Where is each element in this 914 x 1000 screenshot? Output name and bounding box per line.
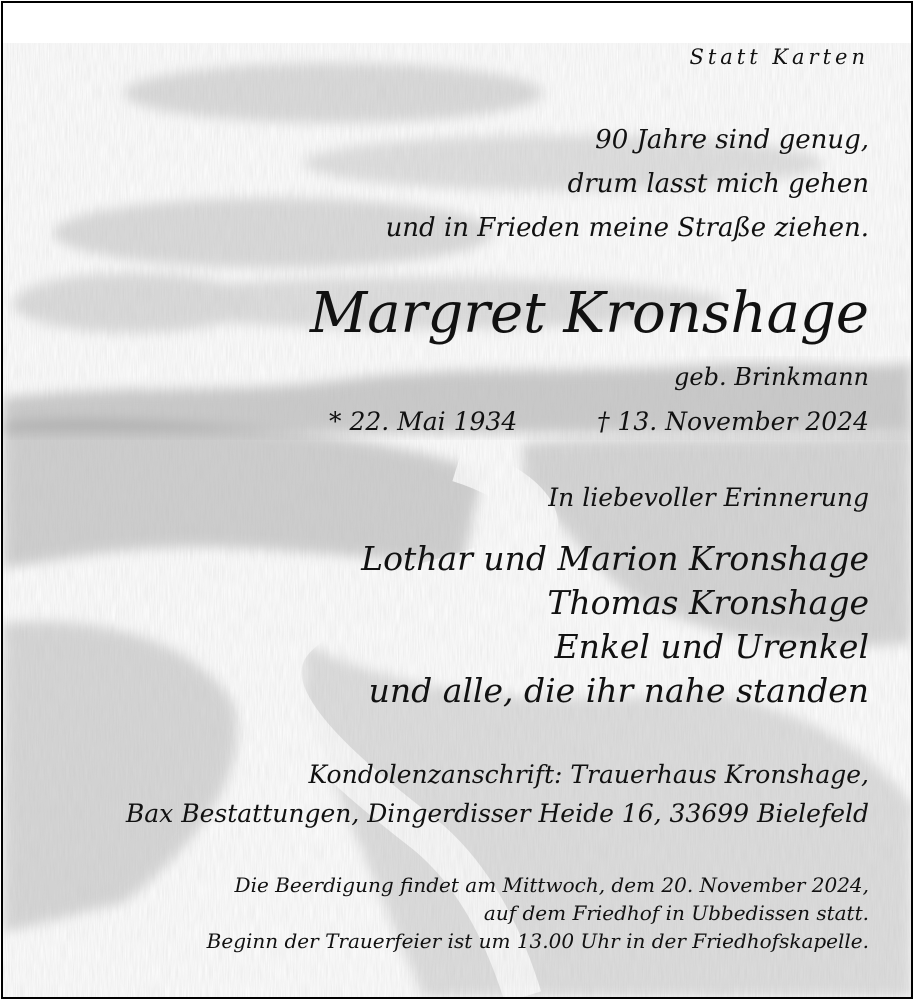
birth-name: geb. Brinkmann [674,363,869,391]
mourner: Enkel und Urenkel [554,627,869,666]
condolence-line: Kondolenzanschrift: Trauerhaus Kronshage, [308,760,869,789]
mourner: Thomas Kronshage [547,583,869,622]
deceased-name: Margret Kronshage [309,281,869,346]
funeral-line: Die Beerdigung findet am Mittwoch, dem 20. November 2024, [234,873,869,897]
poem [386,118,869,250]
obituary-notice [1,1,913,999]
mourner: Lothar und Marion Kronshage [361,539,869,578]
statt-karten-label: Statt Karten [689,45,869,69]
mourner: und alle, die ihr nahe standen [368,671,869,710]
poem-line: drum lasst mich gehen [567,169,869,199]
funeral-line: auf dem Friedhof in Ubbedissen statt. [483,901,869,925]
funeral-line: Beginn der Trauerfeier ist um 13.00 Uhr in der Friedhofskapelle. [206,929,869,953]
memory-line: In liebevoller Erinnerung [548,483,869,512]
condolence-address [126,755,869,833]
condolence-line: Bax Bestattungen, Dingerdisser Heide 16, 33699 Bielefeld [125,799,869,828]
poem-line: 90 Jahre sind genug, [595,125,869,155]
death-date: † 13. November 2024 [596,407,869,436]
poem-line: und in Frieden meine Straße ziehen. [385,213,869,243]
mourners-list [361,537,869,713]
birth-date: * 22. Mai 1934 [329,407,518,436]
funeral-info [207,871,869,955]
